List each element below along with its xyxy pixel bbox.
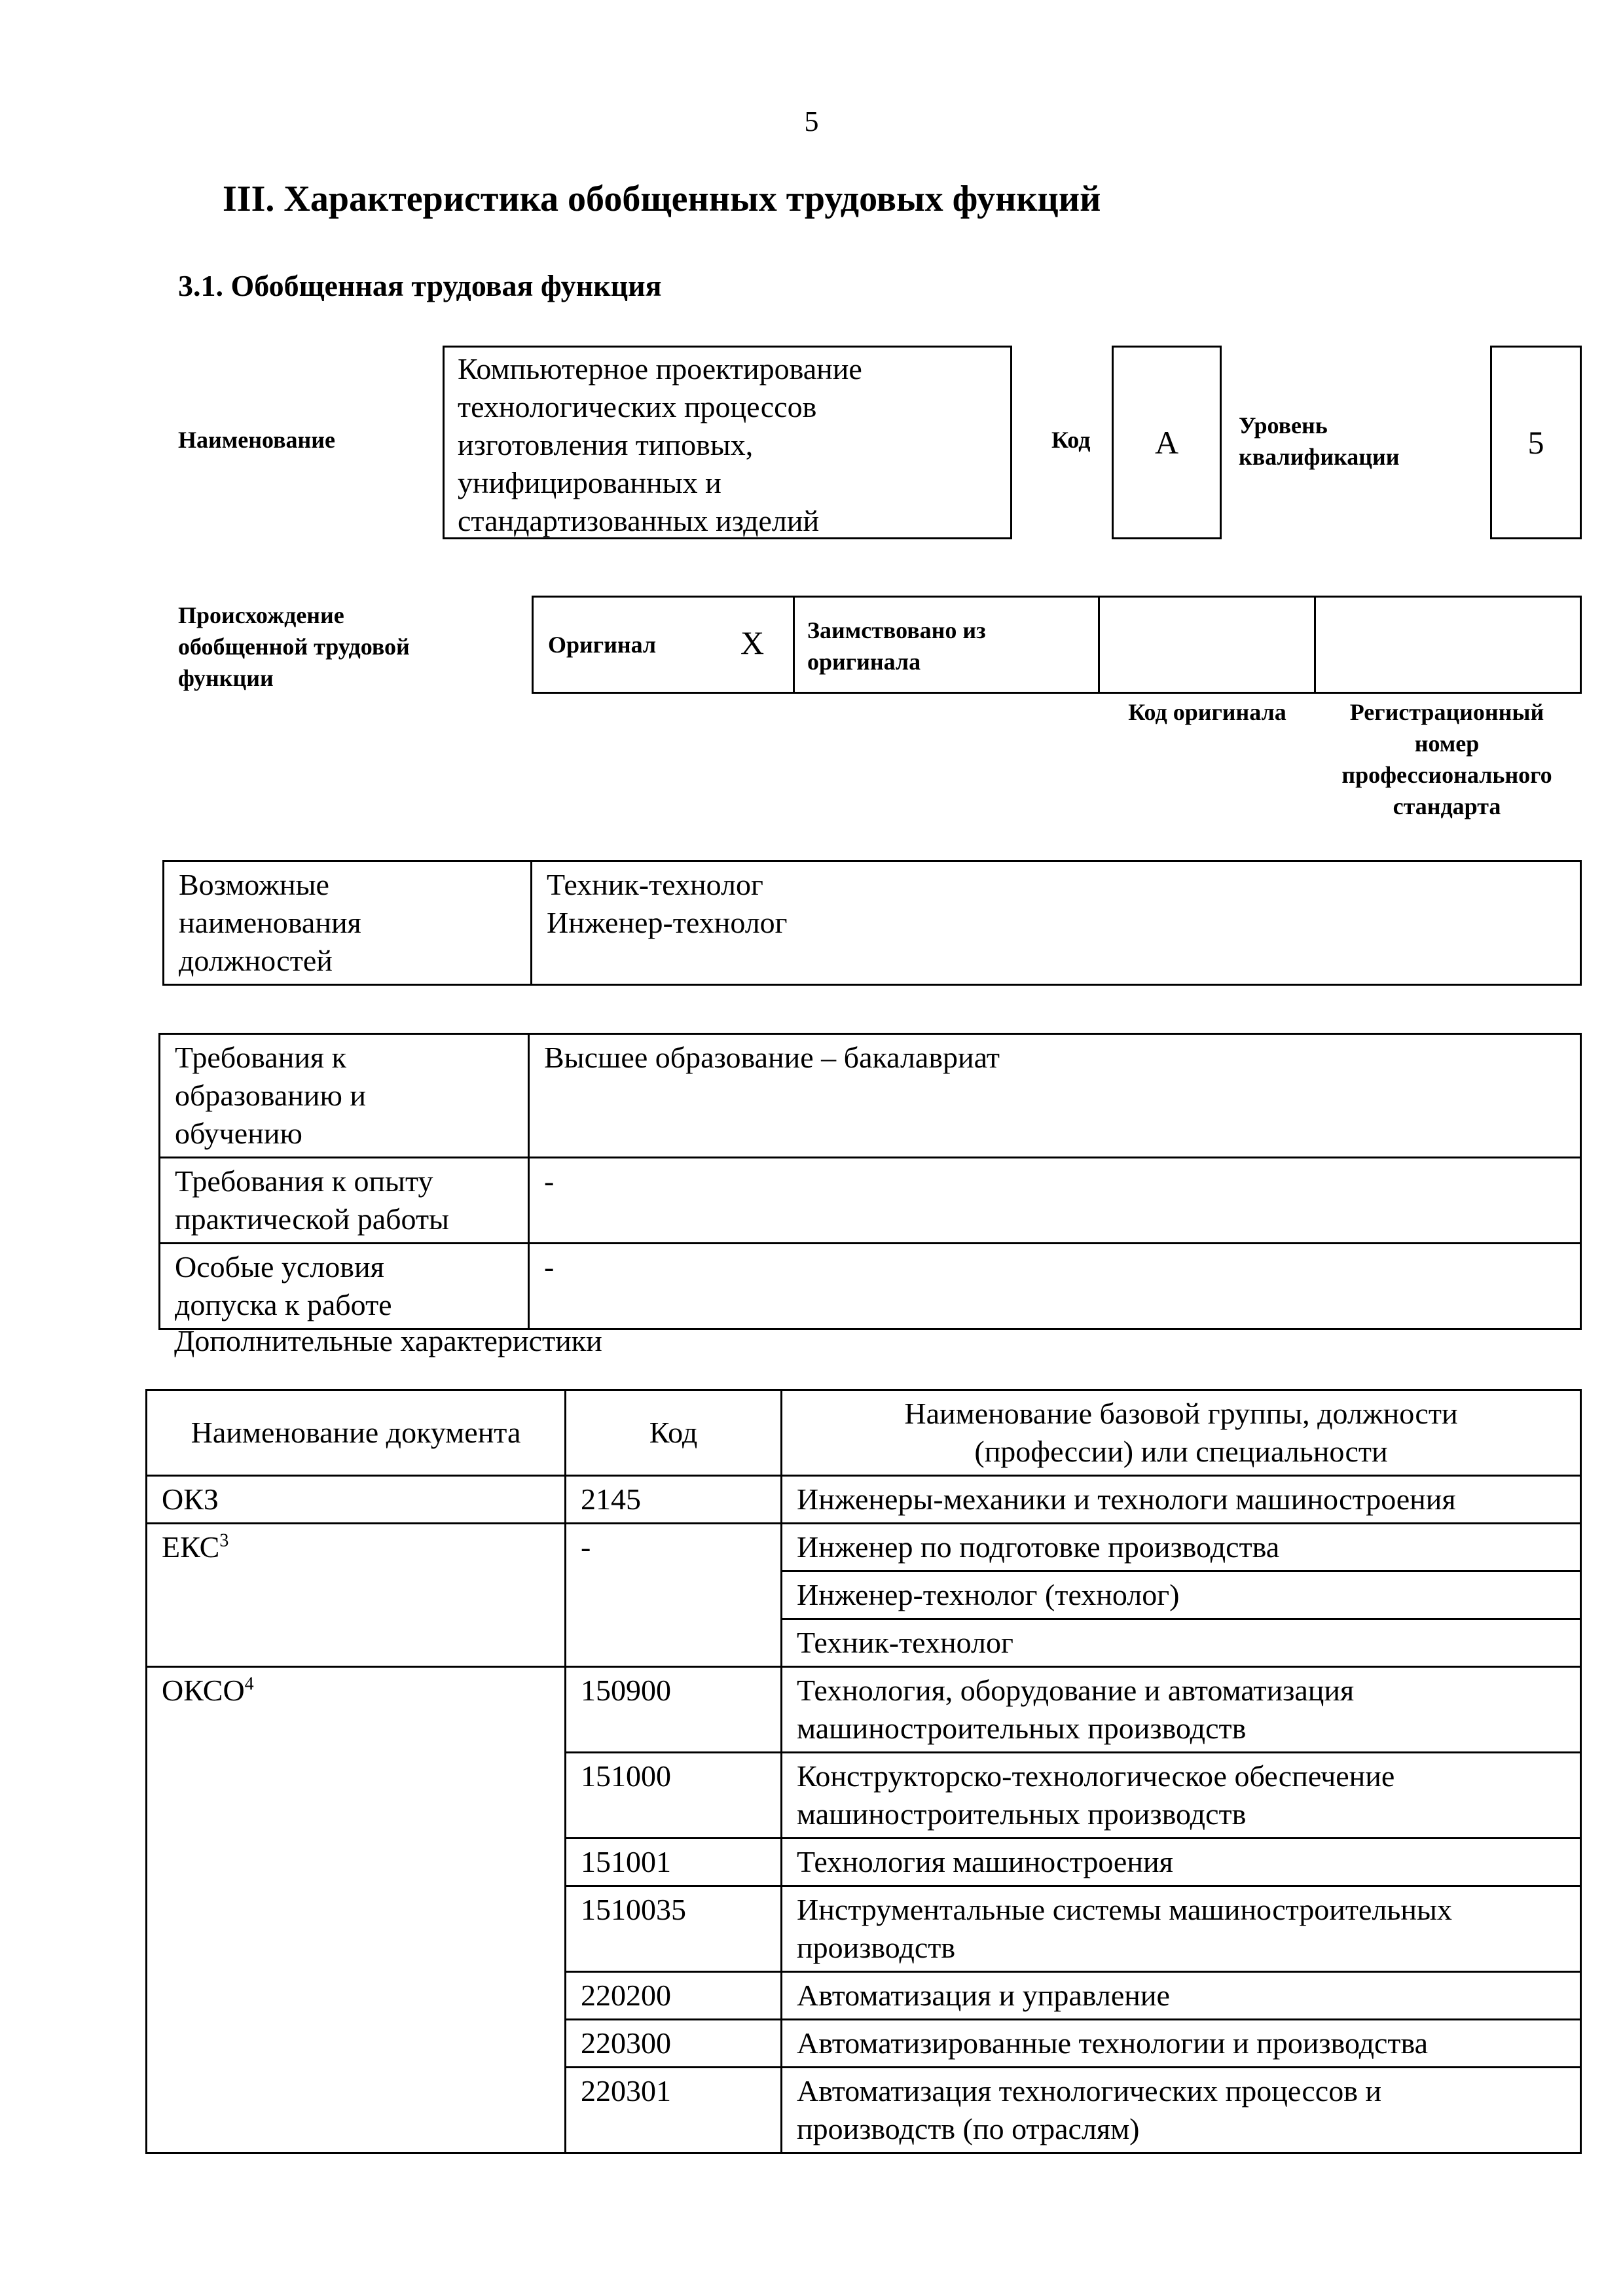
additional-table <box>145 1389 1582 2154</box>
requirement-label-line: образованию и <box>175 1079 366 1112</box>
borrowed-label-line: Заимствовано из <box>807 617 986 643</box>
page-number: 5 <box>804 105 819 137</box>
reg-caption-line: профессионального <box>1341 762 1552 788</box>
header-code: Код <box>566 1390 782 1476</box>
code-cell: 150900 <box>566 1667 782 1753</box>
requirement-label <box>160 1034 529 1158</box>
footnote-ref: 3 <box>219 1530 229 1551</box>
name-cell <box>782 1886 1581 1972</box>
name-cell: Инженер-технолог (технолог) <box>782 1571 1581 1619</box>
function-name-line: стандартизованных изделий <box>458 504 820 537</box>
name-cell: Инженер по подготовке производства <box>782 1524 1581 1571</box>
borrowed-label-line: оригинала <box>807 649 921 675</box>
header-name-line: Наименование базовой группы, должности <box>904 1397 1458 1430</box>
requirement-label-line: допуска к работе <box>175 1288 392 1321</box>
name-line: Автоматизация технологических процессов и <box>797 2074 1382 2108</box>
requirement-label <box>160 1244 529 1329</box>
positions-label-line: Возможные <box>179 868 329 901</box>
doc-cell: ОКЗ <box>147 1476 566 1524</box>
requirement-value: - <box>529 1244 1581 1329</box>
reg-caption-line: номер <box>1414 730 1480 757</box>
requirement-label <box>160 1158 529 1244</box>
subsection-title: 3.1. Обобщенная трудовая функция <box>178 269 662 302</box>
origin-label <box>178 600 410 694</box>
table-header-row <box>147 1390 1581 1476</box>
code-cell: 2145 <box>566 1476 782 1524</box>
name-cell: Инженеры-механики и технологи машиностроения <box>782 1476 1581 1524</box>
requirement-label-line: обучению <box>175 1117 302 1150</box>
requirement-row <box>160 1244 1581 1329</box>
name-cell: Технология машиностроения <box>782 1839 1581 1886</box>
level-box <box>1490 346 1582 539</box>
name-cell <box>782 2068 1581 2153</box>
code-cell: 1510035 <box>566 1886 782 1972</box>
name-line: Инструментальные системы машиностроительных <box>797 1893 1452 1926</box>
requirement-label-line: Особые условия <box>175 1250 384 1283</box>
original-label: Оригинал <box>548 632 657 658</box>
requirement-row <box>160 1158 1581 1244</box>
positions-table <box>162 860 1582 986</box>
table-row <box>147 1524 1581 1571</box>
header-doc: Наименование документа <box>147 1390 566 1476</box>
code-cell: 151000 <box>566 1753 782 1839</box>
code-label: Код <box>1051 427 1091 453</box>
table-row <box>147 1667 1581 1753</box>
function-name-line: технологических процессов <box>458 390 817 423</box>
function-name-box <box>443 346 1012 539</box>
code-cell: 151001 <box>566 1839 782 1886</box>
reg-caption-line: Регистрационный <box>1349 699 1544 725</box>
footnote-ref: 4 <box>244 1674 254 1695</box>
doc-text: ЕКС <box>162 1530 220 1564</box>
level-label-line: квалификации <box>1239 444 1400 470</box>
origin-label-line: обобщенной трудовой <box>178 634 410 660</box>
name-line: производств <box>797 1931 956 1964</box>
requirements-table <box>158 1033 1582 1330</box>
origin-label-line: Происхождение <box>178 602 344 628</box>
name-line: машиностроительных производств <box>797 1712 1247 1745</box>
function-name-line: унифицированных и <box>458 466 721 499</box>
positions-label <box>164 861 532 985</box>
code-original-caption: Код оригинала <box>1128 699 1286 725</box>
table-row <box>147 1476 1581 1524</box>
name-line: производств (по отраслям) <box>797 2112 1140 2145</box>
name-line: Конструкторско-технологическое обеспечение <box>797 1759 1395 1793</box>
origin-label-line: функции <box>178 665 274 691</box>
borrowed-label <box>807 615 986 677</box>
positions-label-line: наименования <box>179 906 361 939</box>
requirement-value: Высшее образование – бакалавриат <box>529 1034 1581 1158</box>
requirement-label-line: Требования к опыту <box>175 1164 433 1198</box>
positions-values <box>532 861 1581 985</box>
header-name-line: (профессии) или специальности <box>974 1435 1388 1468</box>
code-cell: - <box>566 1524 782 1667</box>
name-cell <box>782 1753 1581 1839</box>
function-name-line: Компьютерное проектирование <box>458 352 862 386</box>
section-title: III. Характеристика обобщенных трудовых функций <box>223 179 1101 219</box>
name-line: машиностроительных производств <box>797 1797 1247 1831</box>
origin-table <box>532 596 1582 694</box>
header-name <box>782 1390 1581 1476</box>
name-cell: Техник-технолог <box>782 1619 1581 1667</box>
function-name-line: изготовления типовых, <box>458 428 754 461</box>
requirement-row <box>160 1034 1581 1158</box>
level-value: 5 <box>1527 424 1544 461</box>
positions-label-line: должностей <box>179 944 333 977</box>
code-value: А <box>1154 424 1179 461</box>
position-item: Инженер-технолог <box>547 906 788 939</box>
doc-cell <box>147 1667 566 2153</box>
name-cell <box>782 1667 1581 1753</box>
doc-text: ОКСО <box>162 1674 245 1707</box>
name-line: Технология, оборудование и автоматизация <box>797 1674 1355 1707</box>
reg-caption-line: стандарта <box>1393 793 1501 819</box>
requirement-label-line: Требования к <box>175 1041 346 1074</box>
code-cell: 220200 <box>566 1972 782 2020</box>
level-label-line: Уровень <box>1239 412 1328 439</box>
qualification-level-label <box>1239 410 1400 473</box>
code-cell: 220300 <box>566 2020 782 2068</box>
reg-number-caption <box>1316 696 1578 822</box>
code-cell: 220301 <box>566 2068 782 2153</box>
additional-title: Дополнительные характеристики <box>174 1324 602 1357</box>
doc-cell <box>147 1524 566 1667</box>
name-label: Наименование <box>178 427 335 453</box>
original-mark: Х <box>740 624 765 661</box>
requirement-value: - <box>529 1158 1581 1244</box>
name-cell: Автоматизированные технологии и производства <box>782 2020 1581 2068</box>
requirement-label-line: практической работы <box>175 1202 449 1236</box>
code-box <box>1112 346 1222 539</box>
position-item: Техник-технолог <box>547 868 763 901</box>
name-cell: Автоматизация и управление <box>782 1972 1581 2020</box>
